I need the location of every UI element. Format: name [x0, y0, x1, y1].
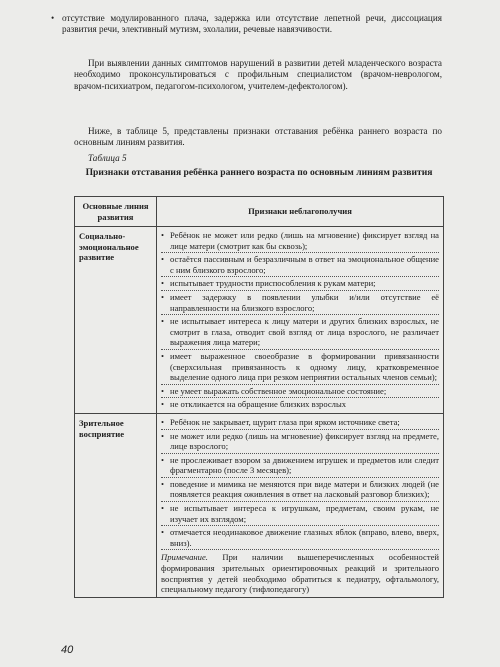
area-cell: Социально-эмоциональное развитие	[75, 227, 157, 414]
sign-item: • остаётся пассивным и безразличным в ответ на эмоциональное общение с ним близкого взрослого;	[161, 253, 439, 277]
table-title: Признаки отставания ребёнка раннего возраста по основным линиям развития	[85, 167, 433, 178]
table-header-row	[75, 197, 444, 227]
sign-item: • не испытывает интереса к игрушкам, предметам, своим рукам, не изучает их взглядом;	[161, 502, 439, 526]
bullet-item	[51, 13, 442, 36]
table-row	[75, 227, 444, 414]
header-development-line: Основные линия развития	[75, 197, 157, 227]
note-label: Примечание.	[161, 552, 208, 563]
sign-item: • испытывает трудности приспособления к рукам матери;	[161, 277, 439, 291]
note-text: При наличии вышеперечисленных особенностей формирования зрительных ориентировочных реакций и зрительного восприятия у детей необходимо обратиться к педиатру, офтальмологу, специальному педагогу (тифлопедагогу)	[161, 552, 440, 595]
paragraph-1-text: При выявлении данных симптомов нарушений в развитии детей младенческого возраста необходимо проконсультироваться с профильным специалистом (врачом-неврологом, врачом-психиатром, педагогом-психологом, учителем-дефектологом).	[74, 58, 442, 91]
sign-item: • не испытывает интереса к лицу матери и других близких взрослых, не смотрит в глаза, отводит свой взгляд от лица взрослого, не различает выражения лица матери;	[161, 315, 439, 350]
sign-item: • не умеет выражать собственное эмоциональное состояние;	[161, 385, 439, 399]
sign-item: • не прослеживает взором за движением игрушек и предметов или следит фрагментарно (после 3 месяцев);	[161, 454, 439, 478]
sign-item: • поведение и мимика не меняются при виде матери и близких людей (не появляется реакция оживления в ответ на ласковый разговор близких);	[161, 478, 439, 502]
paragraph-2-text: Ниже, в таблице 5, представлены признаки отставания ребёнка раннего возраста по основным линиям развития.	[74, 126, 442, 148]
sign-item: • Ребёнок не закрывает, щурит глаза при ярком источнике света;	[161, 416, 439, 430]
sign-item: • Ребёнок не может или редко (лишь на мгновение) фиксирует взгляд на лице матери (смотрит как бы сквозь);	[161, 229, 439, 253]
table-label: Таблица 5	[88, 153, 127, 163]
sign-item: • не откликается на обращение близких взрослых	[161, 399, 347, 410]
paragraph-1	[74, 58, 442, 92]
header-signs: Признаки неблагополучия	[157, 197, 444, 227]
sign-item: • имеет выраженное своеобразие в формировании привязанности (сверхсильная привязанность к одному лицу, кратковременное выделение одного лица при резком неприятии остальных членов семьи);	[161, 350, 439, 385]
paragraph-2	[74, 126, 442, 149]
table-row	[75, 413, 444, 597]
signs-table	[74, 196, 444, 598]
sign-item: • отмечается неодинаковое движение глазных яблок (вправо, влево, вверх, вниз).	[161, 526, 439, 550]
bullet-text: отсутствие модулированного плача, задержка или отсутствие лепетной речи, диссоциация развития речи, элективный мутизм, эхолалии, речевые навязчивости.	[62, 13, 442, 35]
bullet-dot-icon: •	[51, 13, 55, 23]
signs-cell	[157, 413, 444, 597]
table-note	[161, 550, 439, 594]
page-number: 40	[61, 644, 74, 656]
area-cell: Зрительное восприятие	[75, 413, 157, 597]
sign-item: • не может или редко (лишь на мгновение) фиксирует взгляд на предмете, лице взрослого;	[161, 430, 439, 454]
sign-item: • имеет задержку в появлении улыбки и/или отсутствие её направленности на близкого взрослого;	[161, 291, 439, 315]
signs-cell	[157, 227, 444, 414]
